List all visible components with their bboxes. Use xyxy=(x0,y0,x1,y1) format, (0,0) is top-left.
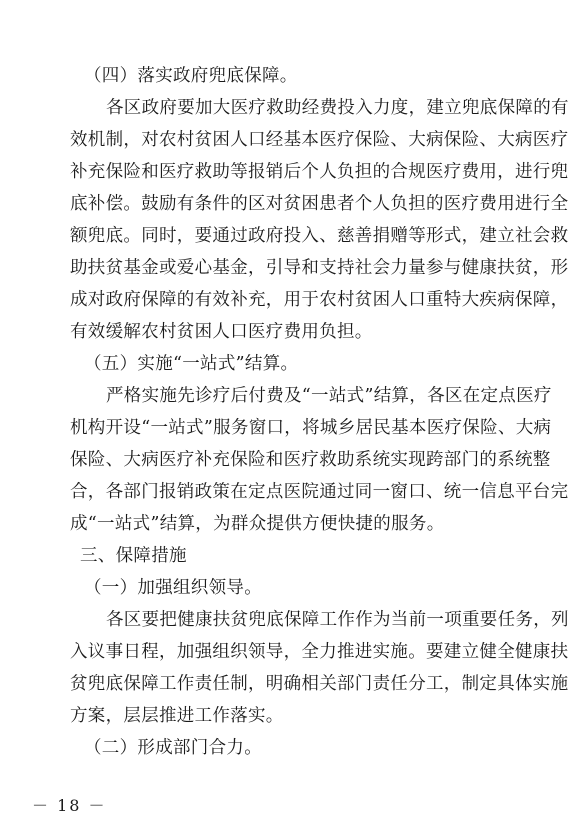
paragraph-line: 有效缓解农村贫困人口医疗费用负担。 xyxy=(70,322,373,342)
paragraph-line: 补充保险和医疗救助等报销后个人负担的合规医疗费用，进行兜 xyxy=(70,162,569,182)
subheading-5: （五）实施“一站式”结算。 xyxy=(84,354,299,374)
paragraph-line: 贫兜底保障工作责任制，明确相关部门责任分工，制定具体实施 xyxy=(70,674,569,694)
paragraph-line: 机构开设“一站式”服务窗口，将城乡居民基本医疗保险、大病 xyxy=(70,418,552,438)
paragraph-line: 额兜底。同时，要通过政府投入、慈善捐赠等形式，建立社会救 xyxy=(70,226,569,246)
paragraph-line: 成对政府保障的有效补充，用于农村贫困人口重特大疾病保障， xyxy=(70,290,569,310)
subheading-4: （四）落实政府兜底保障。 xyxy=(84,66,298,86)
paragraph-line: 成“一站式”结算，为群众提供方便快捷的服务。 xyxy=(70,514,445,534)
paragraph-line: 各区要把健康扶贫兜底保障工作作为当前一项重要任务，列 xyxy=(106,610,569,630)
paragraph-line: 效机制，对农村贫困人口经基本医疗保险、大病保险、大病医疗 xyxy=(70,130,569,150)
section-heading-3: 三、保障措施 xyxy=(80,546,187,566)
subheading-2: （二）形成部门合力。 xyxy=(84,738,262,758)
paragraph-line: 各区政府要加大医疗救助经费投入力度，建立兜底保障的有 xyxy=(106,98,569,118)
paragraph-line: 方案，层层推进工作落实。 xyxy=(70,706,284,726)
page-number: － 18 － xyxy=(32,796,107,815)
subheading-1: （一）加强组织领导。 xyxy=(84,578,262,598)
paragraph-line: 严格实施先诊疗后付费及“一站式”结算，各区在定点医疗 xyxy=(106,386,552,406)
body-text xyxy=(70,60,569,764)
paragraph-line: 助扶贫基金或爱心基金，引导和支持社会力量参与健康扶贫，形 xyxy=(70,258,569,278)
paragraph-line: 底补偿。鼓励有条件的区对贫困患者个人负担的医疗费用进行全 xyxy=(70,194,569,214)
paragraph-line: 合，各部门报销政策在定点医院通过同一窗口、统一信息平台完 xyxy=(70,482,569,502)
paragraph-line: 入议事日程，加强组织领导，全力推进实施。要建立健全健康扶 xyxy=(70,642,569,662)
paragraph-line: 保险、大病医疗补充保险和医疗救助系统实现跨部门的系统整 xyxy=(70,450,551,470)
